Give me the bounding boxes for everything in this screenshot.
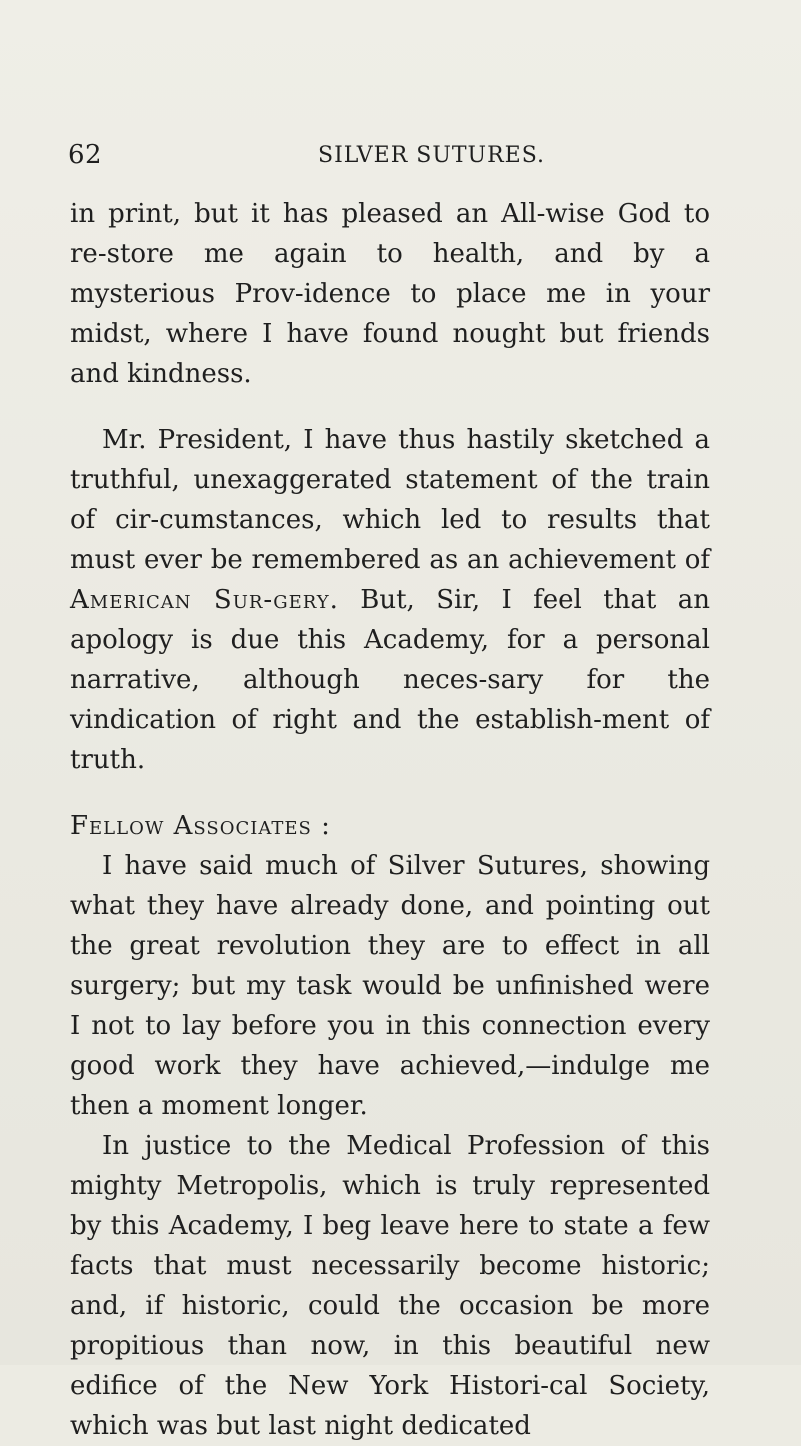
- salutation-heading: Fellow Associates :: [70, 811, 331, 841]
- small-caps-phrase: American Sur-gery.: [70, 585, 339, 615]
- paragraph-text-after: But, Sir, I feel that an apology is due this Academy, for a personal narrative, although neces-sary for the vindication of right and the establish-ment of truth.: [70, 585, 710, 775]
- paragraph-text-before: Mr. President, I have thus hastily sketched a truthful, unexaggerated statement of the train of cir-cumstances, which led to results that must ever be remembered as an achievement of: [70, 425, 710, 575]
- page-header: [68, 140, 728, 176]
- paragraph-silver-sutures: I have said much of Silver Sutures, showing what they have already done, and pointing out the great revolution they are to effect in all surgery; but my task would be unfinished were I not to lay before you in this connection every good work they have achieved,—indulge me then a moment longer.: [70, 851, 710, 1121]
- running-head: SILVER SUTURES.: [318, 143, 545, 168]
- paragraph-justice: In justice to the Medical Profession of this mighty Metropolis, which is truly represented by this Academy, I beg leave here to state a few facts that must necessarily become historic; and, if historic, could the occasion be more propitious than now, in this beautiful new edifice of the New York Histori-cal Society, which was but last night dedicated: [70, 1131, 710, 1441]
- page-number: 62: [68, 140, 103, 170]
- paragraph-continued: in print, but it has pleased an All-wise God to re-store me again to health, and by a mysterious Prov-idence to place me in your midst, where I have found nought but friends and kindness.: [70, 199, 710, 389]
- body-text: [70, 194, 710, 1446]
- paragraph-president: [70, 420, 710, 780]
